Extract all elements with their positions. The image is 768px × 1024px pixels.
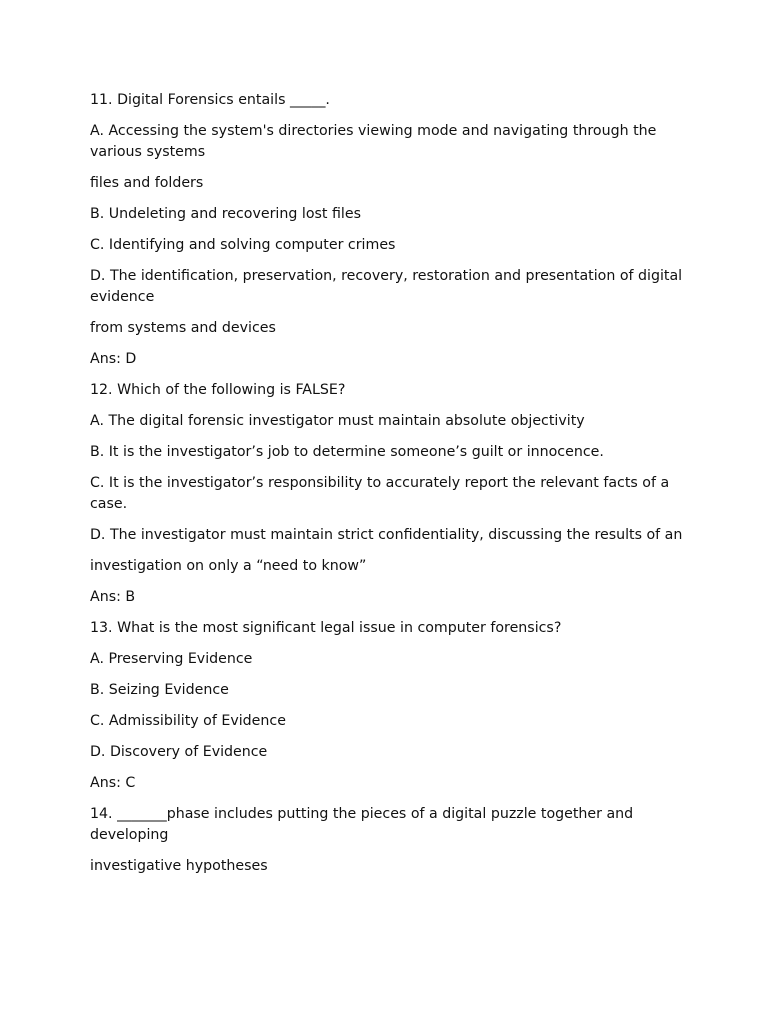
question-14: 14. _______phase includes putting the pieces of a digital puzzle together and developing: [90, 806, 638, 843]
question-11-option-d: D. The identification, preservation, recovery, restoration and presentation of digital evidence: [90, 268, 687, 305]
question-11-option-d-continued: from systems and devices: [90, 320, 276, 336]
question-11-option-b: B. Undeleting and recovering lost files: [90, 206, 361, 222]
question-13: 13. What is the most significant legal issue in computer forensics?: [90, 620, 562, 636]
question-12: 12. Which of the following is FALSE?: [90, 382, 346, 398]
question-11-option-a-continued: files and folders: [90, 175, 204, 191]
question-11-option-a: A. Accessing the system's directories viewing mode and navigating through the various systems: [90, 123, 661, 160]
question-12-option-a: A. The digital forensic investigator must maintain absolute objectivity: [90, 413, 585, 429]
question-12-option-d: D. The investigator must maintain strict confidentiality, discussing the results of an: [90, 527, 683, 543]
question-11-answer: Ans: D: [90, 351, 137, 367]
question-12-option-c: C. It is the investigator’s responsibility to accurately report the relevant facts of a case.: [90, 475, 674, 512]
question-11-option-c: C. Identifying and solving computer crimes: [90, 237, 396, 253]
question-12-option-b: B. It is the investigator’s job to determine someone’s guilt or innocence.: [90, 444, 604, 460]
question-11: 11. Digital Forensics entails _____.: [90, 92, 330, 108]
question-13-option-d: D. Discovery of Evidence: [90, 744, 268, 760]
document-page: [90, 90, 690, 887]
question-14-continued: investigative hypotheses: [90, 858, 268, 874]
question-13-option-c: C. Admissibility of Evidence: [90, 713, 286, 729]
question-12-option-d-continued: investigation on only a “need to know”: [90, 558, 367, 574]
question-12-answer: Ans: B: [90, 589, 136, 605]
question-13-answer: Ans: C: [90, 775, 136, 791]
question-13-option-a: A. Preserving Evidence: [90, 651, 253, 667]
question-13-option-b: B. Seizing Evidence: [90, 682, 229, 698]
